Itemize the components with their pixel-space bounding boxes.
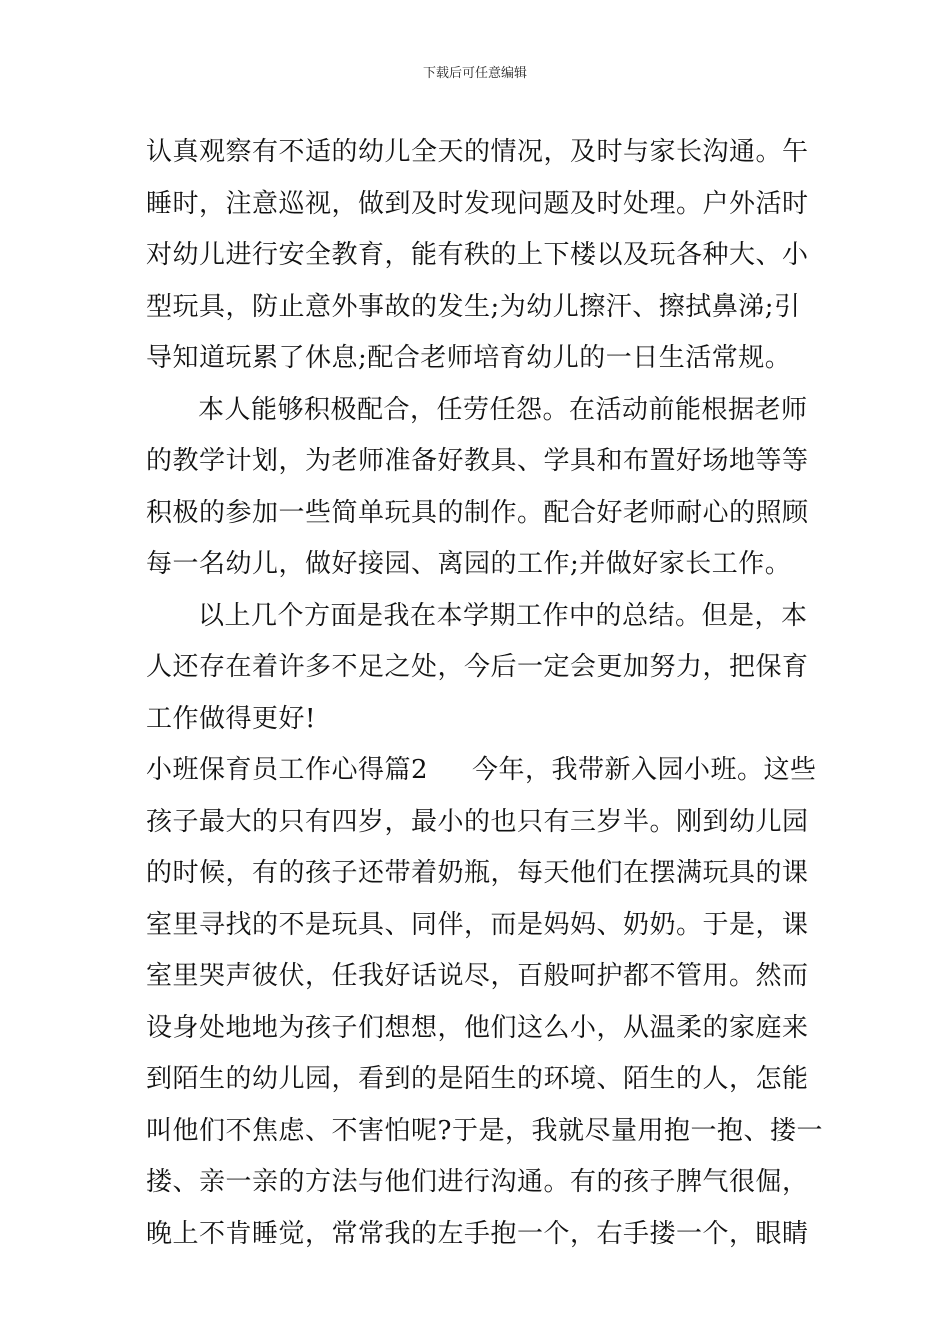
section-heading-line <box>146 745 817 797</box>
section-first-line: 今年，我带新入园小班。这些 <box>472 755 817 785</box>
document-body <box>146 127 823 1260</box>
paragraph-line: 认真观察有不适的幼儿全天的情况，及时与家长沟通。午 <box>146 137 809 167</box>
paragraph-line: 到陌生的幼儿园，看到的是陌生的环境、陌生的人，怎能 <box>146 1064 809 1094</box>
paragraph-line: 叫他们不焦虑、不害怕呢?于是，我就尽量用抱一抱、搂一 <box>146 1115 823 1146</box>
paragraph-line: 晚上不肯睡觉，常常我的左手抱一个，右手搂一个，眼睛 <box>146 1218 809 1249</box>
paragraph-line: 睡时，注意巡视，做到及时发现问题及时处理。户外活时 <box>146 188 809 219</box>
paragraph-line: 室里寻找的不是玩具、同伴，而是妈妈、奶奶。于是，课 <box>146 909 809 940</box>
paragraph-line: 孩子最大的只有四岁，最小的也只有三岁半。刚到幼儿园 <box>146 806 809 837</box>
paragraph-line: 导知道玩累了休息;配合老师培育幼儿的一日生活常规。 <box>146 343 792 373</box>
paragraph-line: 对幼儿进行安全教育，能有秩的上下楼以及玩各种大、小 <box>146 240 809 270</box>
paragraph-line: 设身处地地为孩子们想想，他们这么小，从温柔的家庭来 <box>146 1012 809 1043</box>
paragraph-line: 搂、亲一亲的方法与他们进行沟通。有的孩子脾气很倔， <box>146 1167 809 1197</box>
section-title: 小班保育员工作心得篇2 <box>146 755 429 785</box>
page-header: 下载后可任意编辑 <box>422 66 527 81</box>
paragraph-line: 室里哭声彼伏，任我好话说尽，百般呵护都不管用。然而 <box>146 961 809 991</box>
paragraph-line: 的时候，有的孩子还带着奶瓶，每天他们在摆满玩具的课 <box>146 858 809 888</box>
paragraph-line: 本人能够积极配合，任劳任怨。在活动前能根据老师 <box>198 394 808 425</box>
paragraph-line: 工作做得更好! <box>146 703 316 734</box>
paragraph-line: 人还存在着许多不足之处，今后一定会更加努力，把保育 <box>146 652 809 682</box>
paragraph-line: 每一名幼儿，做好接园、离园的工作;并做好家长工作。 <box>146 549 792 579</box>
paragraph-line: 型玩具，防止意外事故的发生;为幼儿擦汗、擦拭鼻涕;引 <box>146 291 801 322</box>
paragraph-line: 积极的参加一些简单玩具的制作。配合好老师耐心的照顾 <box>146 497 809 528</box>
paragraph-line: 的教学计划，为老师准备好教具、学具和布置好场地等等 <box>146 446 809 476</box>
paragraph-line: 以上几个方面是我在本学期工作中的总结。但是，本 <box>198 600 808 631</box>
